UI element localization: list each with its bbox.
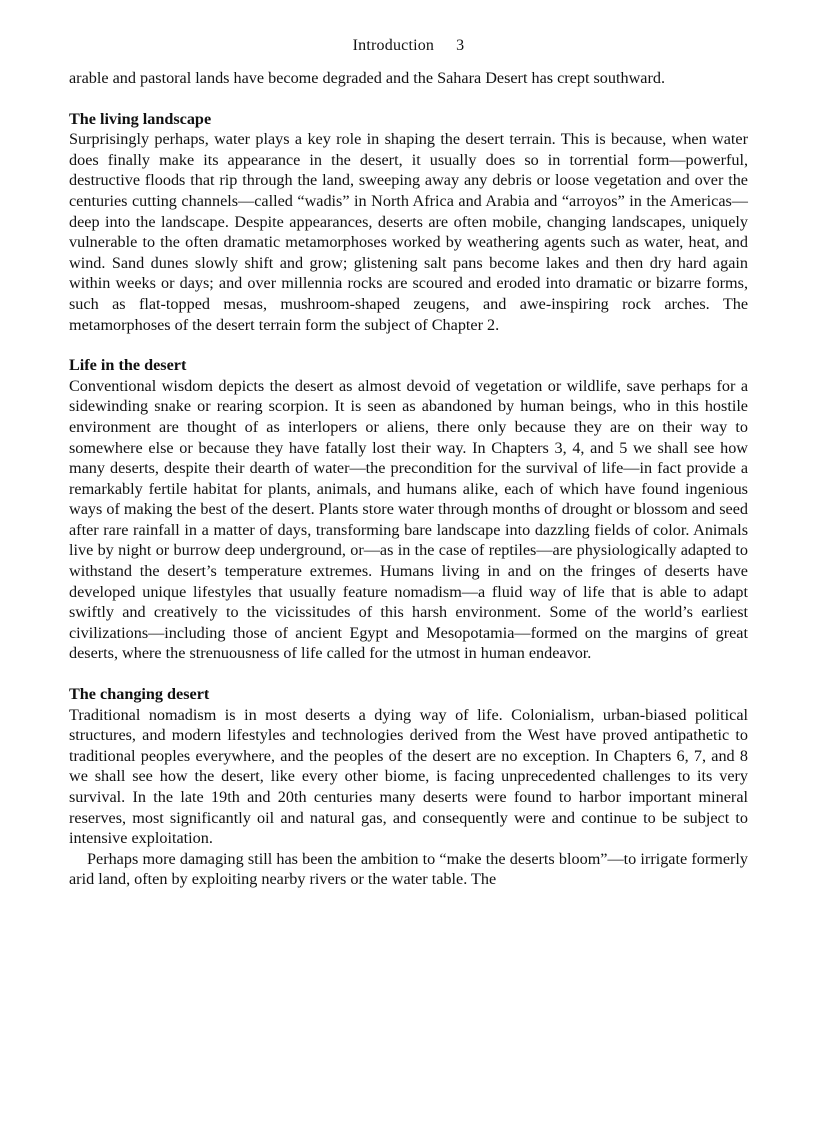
running-head-title: Introduction — [352, 37, 435, 54]
section-heading: Life in the desert — [69, 356, 187, 375]
continuation-paragraph: arable and pastoral lands have become degraded and the Sahara Desert has crept southward. — [69, 69, 665, 87]
page-number: 3 — [456, 37, 465, 54]
book-page — [69, 36, 748, 890]
section-heading: The changing desert — [69, 685, 210, 704]
section-living-landscape — [69, 109, 748, 336]
body-paragraph: Conventional wisdom depicts the desert as almost devoid of vegetation or wildlife, save perhaps for a sidewinding snake or rearing scorpion. It is seen as abandoned by human beings, who in this hostile environment are thought of as interlopers or aliens, there only because they are on their way to somewhere else or because they have fatally lost their way. In Chapters 3, 4, and 5 we shall see how many deserts, despite their dearth of water—the precondition for the survival of life—in fact provide a remarkably fertile habitat for plants, animals, and humans alike, each of which have found ingenious ways of making the best of the desert. Plants store water through months of drought or blossom and seed after rare rainfall in a matter of days, transforming bare landscape into dazzling fields of color. Animals live by night or burrow deep underground, or—as in the case of reptiles—are physiologically adapted to withstand the desert’s temperature extremes. Humans living in and on the fringes of deserts have developed unique lifestyles that usually feature nomadism—a fluid way of life that is able to adapt swiftly and creatively to the vicissitudes of this harsh environment. Some of the world’s earliest civilizations—including those of ancient Egypt and Mesopotamia—formed on the margins of great deserts, where the strenuousness of life called for the utmost in human endeavor. — [69, 376, 748, 663]
section-life-in-the-desert — [69, 355, 748, 664]
section-changing-desert — [69, 684, 748, 890]
body-paragraph: Traditional nomadism is in most deserts a dying way of life. Colonialism, urban-biased political structures, and modern lifestyles and technologies derived from the West have proved antipathetic to traditional peoples everywhere, and the peoples of the desert are no exception. In Chapters 6, 7, and 8 we shall see how the desert, like every other biome, is facing unprecedented challenges to its very survival. In the late 19th and 20th centuries many deserts were found to harbor important mineral reserves, most significantly oil and natural gas, and consequently were and continue to be subject to intensive exploitation. — [69, 705, 748, 848]
body-paragraph: Surprisingly perhaps, water plays a key role in shaping the desert terrain. This is because, when water does finally make its appearance in the desert, it usually does so in torrential form—powerful, destructive floods that rip through the land, sweeping away any debris or loose vegetation and over the centuries cutting channels—called “wadis” in North Africa and Arabia and “arroyos” in the Americas—deep into the landscape. Despite appearances, deserts are often mobile, changing landscapes, uniquely vulnerable to the often dramatic metamorphoses worked by weathering agents such as water, heat, and wind. Sand dunes slowly shift and grow; glistening salt pans become lakes and then dry hard again within weeks or days; and over millennia rocks are scoured and eroded into dramatic or bizarre forms, such as flat-topped mesas, mushroom-shaped zeugens, and awe-inspiring rock arches. The metamorphoses of the desert terrain form the subject of Chapter 2. — [69, 130, 748, 334]
body-paragraph: Perhaps more damaging still has been the ambition to “make the deserts bloom”—to irrigate formerly arid land, often by exploiting nearby rivers or the water table. The — [69, 849, 748, 889]
section-heading: The living landscape — [69, 109, 212, 128]
running-head — [69, 36, 748, 56]
